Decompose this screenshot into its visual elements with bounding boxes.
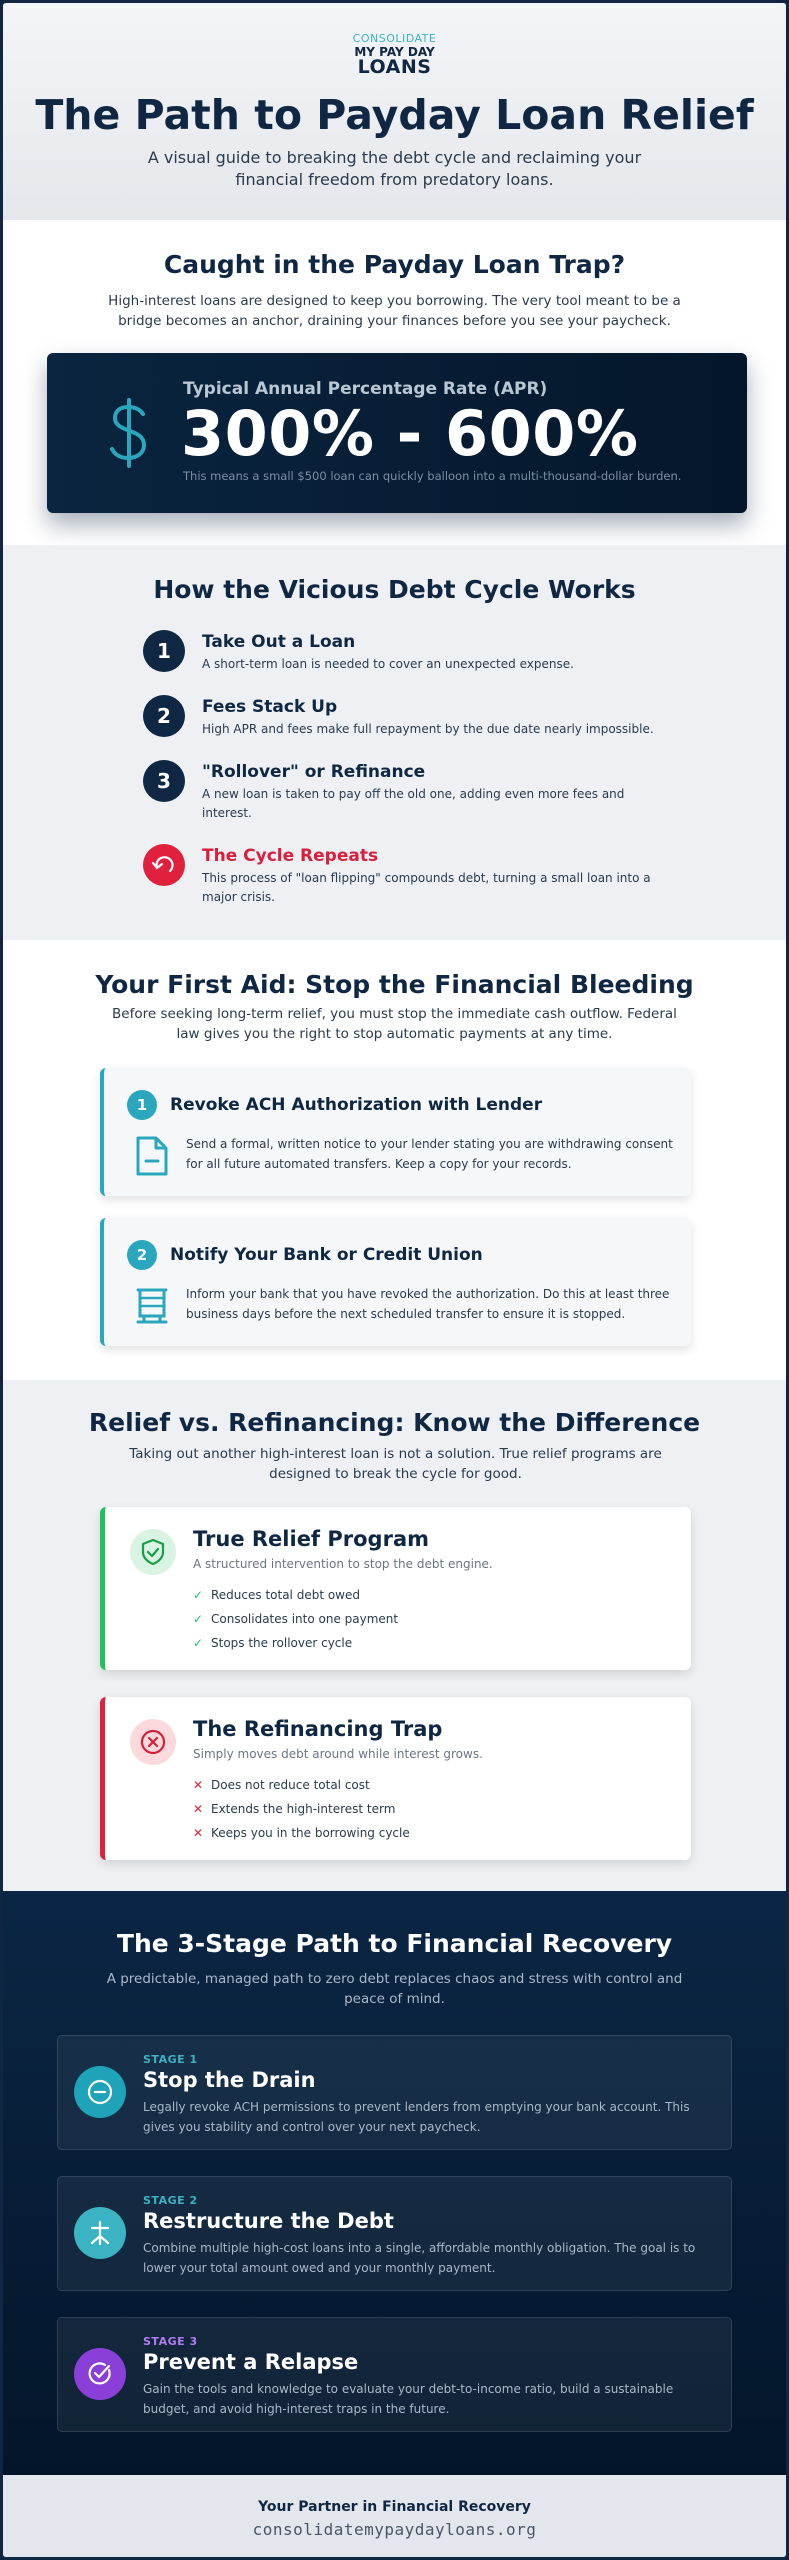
step-description: A new loan is taken to pay off the old one, adding even more fees and interest.: [202, 787, 625, 820]
trap-title: Caught in the Payday Loan Trap?: [163, 250, 626, 279]
stage-2-card: [57, 2176, 732, 2291]
list-item: ✓ Consolidates into one payment: [193, 1607, 398, 1631]
stage-title: Restructure the Debt: [143, 2209, 394, 2233]
trap-section: [3, 220, 786, 545]
x-icon: ✕: [193, 1802, 204, 1816]
logo[interactable]: [3, 33, 786, 77]
step-number: 2: [143, 695, 185, 737]
true-relief-card: [100, 1507, 691, 1670]
aid-card-description: Send a formal, written notice to your lender stating you are withdrawing consent for all future automated transfers. Keep a copy for your records.: [186, 1137, 673, 1171]
logo-line-2: MY PAY DAY: [354, 45, 435, 59]
aid-card-title: Revoke ACH Authorization with Lender: [170, 1095, 543, 1115]
stage-description: Gain the tools and knowledge to evaluate your debt-to-income ratio, build a sustainable budget, and avoid high-interest traps in the future.: [143, 2382, 674, 2416]
relief-title: Relief vs. Refinancing: Know the Difference: [88, 1408, 701, 1437]
step-description: A short-term loan is needed to cover an unexpected expense.: [202, 657, 574, 671]
debt-cycle-section: [3, 545, 786, 940]
x-icon: ✕: [193, 1778, 204, 1792]
page-subtitle: A visual guide to breaking the debt cycle and reclaiming your financial freedom from predatory loans.: [147, 148, 642, 189]
footer-url-link[interactable]: consolidatemypaydayloans.org: [252, 2520, 537, 2539]
recovery-stages-section: [3, 1891, 786, 2475]
check-circle-icon: [74, 2348, 126, 2400]
logo-line-3: LOANS: [357, 56, 432, 78]
aid-card-title: Notify Your Bank or Credit Union: [170, 1245, 483, 1265]
footer-title: Your Partner in Financial Recovery: [258, 2499, 531, 2515]
step-title: Fees Stack Up: [202, 697, 338, 717]
list-item: ✓ Stops the rollover cycle: [193, 1631, 398, 1655]
stage-description: Legally revoke ACH permissions to prevent lenders from emptying your bank account. This gives you stability and control over your next paycheck.: [143, 2100, 690, 2134]
stop-icon: [74, 2066, 126, 2118]
merge-icon: [74, 2207, 126, 2259]
refinancing-trap-title: The Refinancing Trap: [193, 1717, 443, 1741]
check-icon: ✓: [193, 1636, 204, 1650]
first-aid-section: [3, 940, 786, 1380]
stage-3-card: [57, 2317, 732, 2432]
aid-card-number: 1: [127, 1090, 157, 1120]
stage-label: STAGE 3: [143, 2335, 198, 2348]
stage-title: Prevent a Relapse: [143, 2350, 359, 2374]
stage-label: STAGE 1: [143, 2053, 198, 2066]
aid-card-revoke-ach: [100, 1068, 691, 1196]
apr-card: [47, 353, 747, 513]
stage-description: Combine multiple high-cost loans into a single, affordable monthly obligation. The goal is to lower your total amount owed and your monthly payment.: [143, 2241, 696, 2275]
stage-title: Stop the Drain: [143, 2068, 316, 2092]
refinancing-trap-subtitle: Simply moves debt around while interest grows.: [193, 1747, 483, 1761]
step-title: The Cycle Repeats: [202, 846, 379, 866]
aid-description: Before seeking long-term relief, you must stop the immediate cash outflow. Federal law gives you the right to stop automatic payments at any time.: [112, 1006, 677, 1042]
apr-value: 300% - 600%: [181, 397, 639, 470]
stage-1-card: [57, 2035, 732, 2150]
trap-description: High-interest loans are designed to keep you borrowing. The very tool meant to be a bridge becomes an anchor, draining your finances before you see your paycheck.: [108, 293, 681, 329]
check-icon: ✓: [193, 1612, 204, 1626]
true-relief-subtitle: A structured intervention to stop the debt engine.: [193, 1557, 493, 1571]
aid-title: Your First Aid: Stop the Financial Bleeding: [95, 970, 694, 999]
true-relief-title: True Relief Program: [193, 1527, 429, 1551]
document-icon: [134, 1134, 170, 1178]
relief-description: Taking out another high-interest loan is not a solution. True relief programs are designed to break the cycle for good.: [129, 1446, 662, 1482]
shield-check-icon: [130, 1529, 176, 1575]
aid-card-description: Inform your bank that you have revoked the authorization. Do this at least three business days before the next scheduled transfer to ensure it is stopped.: [186, 1287, 670, 1321]
list-item: ✕ Extends the high-interest term: [193, 1797, 410, 1821]
check-icon: ✓: [193, 1588, 204, 1602]
x-circle-icon: [130, 1719, 176, 1765]
bank-icon: [134, 1284, 170, 1328]
list-item: ✓ Reduces total debt owed: [193, 1583, 398, 1607]
x-icon: ✕: [193, 1826, 204, 1840]
stage-label: STAGE 2: [143, 2194, 198, 2207]
apr-label: Typical Annual Percentage Rate (APR): [183, 379, 548, 399]
repeat-badge: [143, 844, 185, 886]
stages-title: The 3-Stage Path to Financial Recovery: [116, 1929, 673, 1958]
aid-card-notify-bank: [100, 1218, 691, 1346]
logo-line-1: CONSOLIDATE: [352, 32, 437, 45]
dollar-icon: [107, 398, 151, 468]
step-number: 3: [143, 760, 185, 802]
true-relief-benefits: [193, 1583, 398, 1655]
refinancing-trap-drawbacks: [193, 1773, 410, 1845]
step-number: 1: [143, 630, 185, 672]
refinancing-trap-card: [100, 1697, 691, 1860]
repeat-icon: [143, 844, 185, 886]
step-title: Take Out a Loan: [202, 632, 356, 652]
list-item: ✕ Does not reduce total cost: [193, 1773, 410, 1797]
step-description: High APR and fees make full repayment by the due date nearly impossible.: [202, 722, 654, 736]
page-title: The Path to Payday Loan Relief: [35, 91, 754, 139]
header: [3, 3, 786, 220]
footer: [3, 2475, 786, 2557]
stages-description: A predictable, managed path to zero debt replaces chaos and stress with control and peace of mind.: [106, 1971, 683, 2007]
aid-card-number: 2: [127, 1240, 157, 1270]
apr-note: This means a small $500 loan can quickly balloon into a multi-thousand-dollar burden.: [183, 469, 682, 483]
step-description: This process of "loan flipping" compounds debt, turning a small loan into a major crisis.: [202, 871, 651, 904]
list-item: ✕ Keeps you in the borrowing cycle: [193, 1821, 410, 1845]
cycle-title: How the Vicious Debt Cycle Works: [153, 575, 636, 604]
relief-vs-refinancing-section: [3, 1380, 786, 1891]
step-title: "Rollover" or Refinance: [202, 762, 426, 782]
